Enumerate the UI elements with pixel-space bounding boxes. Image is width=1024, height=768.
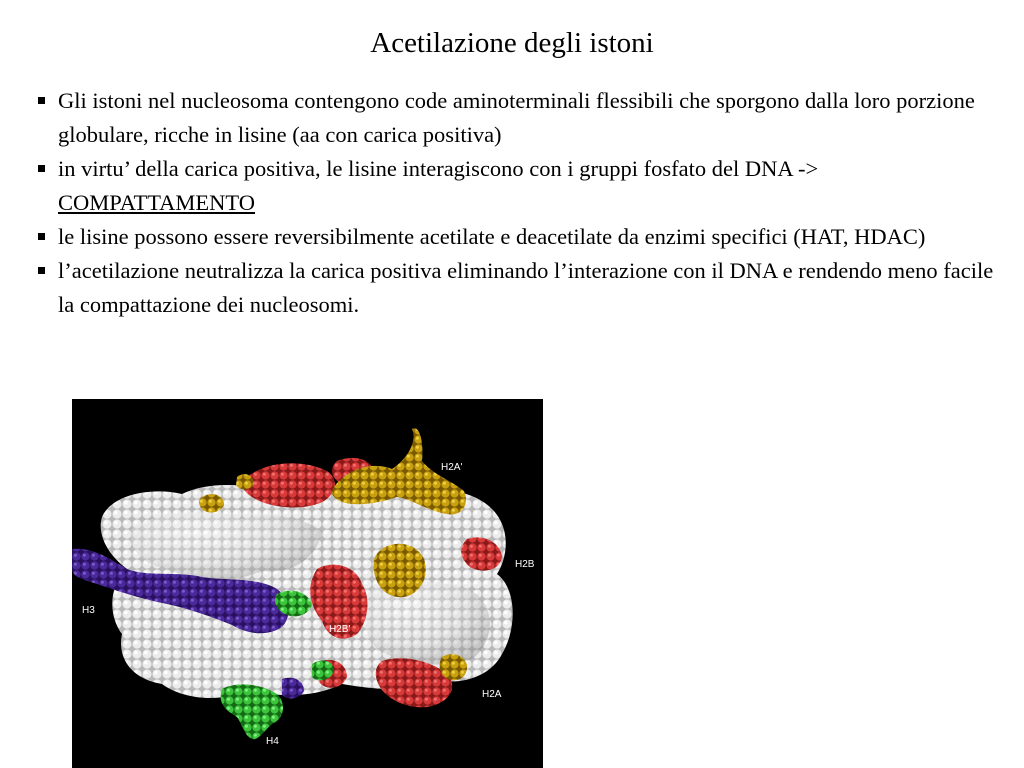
bullet-item — [38, 152, 1010, 220]
bullet-item — [38, 84, 1010, 152]
label-h2b: H2B — [515, 559, 535, 570]
label-h2b-prime: H2B' — [329, 624, 351, 635]
bullet-item — [38, 254, 1010, 322]
bullet-text: in virtu’ della carica positiva, le lisine interagiscono con i gruppi fosfato del DNA -> — [58, 156, 819, 181]
label-h3: H3 — [82, 605, 95, 616]
slide-title: Acetilazione degli istoni — [370, 27, 654, 59]
bullet-item — [38, 220, 1010, 254]
square-bullet-icon — [38, 233, 45, 240]
underlined-term: COMPATTAMENTO — [58, 190, 255, 215]
label-h4: H4 — [266, 736, 279, 747]
square-bullet-icon — [38, 267, 45, 274]
bullet-text: Gli istoni nel nucleosoma contengono code aminoterminali flessibili che sporgono dalla loro porzione globulare, ricche in lisine (aa con carica positiva) — [58, 88, 975, 147]
nucleosome-space-filling-model — [72, 399, 543, 768]
square-bullet-icon — [38, 97, 45, 104]
bullet-text: le lisine possono essere reversibilmente acetilate e deacetilate da enzimi specifici (HAT, HDAC) — [58, 224, 926, 249]
nucleosome-figure — [72, 399, 543, 768]
bullet-list — [38, 84, 1010, 322]
bullet-text: l’acetilazione neutralizza la carica positiva eliminando l’interazione con il DNA e rendendo meno facile la compattazione dei nucleosomi. — [58, 258, 994, 317]
label-h2a: H2A — [482, 689, 502, 700]
square-bullet-icon — [38, 165, 45, 172]
label-h2a-prime: H2A' — [441, 462, 463, 473]
